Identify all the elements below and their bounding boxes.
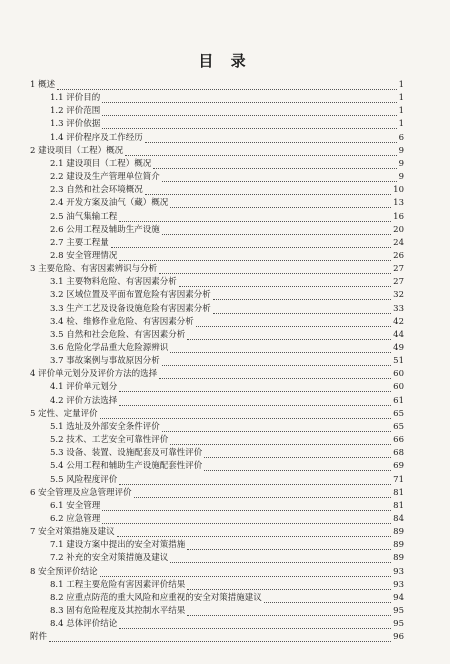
toc-dot-leader (170, 194, 391, 208)
toc-entry-label: 7.1 建设方案中提出的安全对策措施 (50, 540, 186, 551)
toc-entry-label: 5.3 设备、装置、设施配套及可靠性评价 (50, 448, 203, 459)
toc-dot-leader (102, 115, 397, 129)
toc-dot-leader (117, 523, 391, 537)
toc-dot-leader (119, 208, 391, 222)
toc-entry-label: 3.5 自然和社会危险、有害因素分析 (50, 329, 186, 340)
toc-entry-label: 2.4 开发方案及油气（藏）概况 (50, 198, 169, 209)
toc-dot-leader (153, 155, 397, 169)
toc-dot-leader (187, 602, 391, 616)
toc-dot-leader (196, 313, 391, 327)
toc-dot-leader (57, 76, 397, 90)
toc-entry-label: 1.2 评价范围 (50, 106, 101, 117)
toc-entry-page: 1 (398, 106, 404, 117)
toc-entry-page: 24 (393, 237, 404, 248)
toc-dot-leader (49, 628, 391, 642)
toc-entry-label: 8.4 总体评价结论 (50, 619, 118, 630)
toc-entry-page: 69 (393, 461, 404, 472)
toc-dot-leader (125, 142, 397, 156)
toc-entry-page: 49 (393, 343, 404, 353)
toc-dot-leader (187, 326, 391, 340)
toc-entry-label: 附件 (30, 632, 48, 643)
toc-entry-page: 1 (398, 119, 404, 130)
toc-entry-page: 68 (393, 448, 404, 459)
toc-dot-leader (162, 418, 391, 432)
toc-entry-page: 27 (393, 277, 404, 288)
toc-entry-page: 20 (393, 224, 404, 235)
toc-entry-label: 7.2 补充的安全对策措施及建议 (50, 553, 169, 564)
toc-dot-leader (159, 260, 391, 274)
toc-entry-label: 2.5 油气集输工程 (50, 211, 118, 222)
toc-dot-leader (119, 392, 391, 406)
toc-entry-label: 2.3 自然和社会环境概况 (50, 185, 143, 196)
toc-entry-page: 9 (398, 172, 404, 183)
toc-dot-leader (170, 431, 391, 445)
toc-entry-page: 94 (393, 592, 404, 603)
toc-entry-page: 33 (393, 303, 404, 314)
toc-dot-leader (145, 181, 391, 195)
toc-entry-label: 2.1 建设项目（工程）概况 (50, 158, 152, 169)
toc-entry-page: 44 (393, 329, 404, 340)
toc-entry-label: 8.2 应重点防范的重大风险和应重视的安全对策措施建议 (50, 592, 262, 603)
toc-entry-label: 3.7 事故案例与事故原因分析 (50, 356, 160, 367)
toc-entry-label: 4 评价单元划分及评价方法的选择 (30, 369, 158, 380)
toc-dot-leader (213, 300, 391, 314)
toc-entry-label: 5.1 选址及外部安全条件评价 (50, 421, 160, 432)
toc-dot-leader (102, 89, 397, 103)
toc-entry-label: 6 安全管理及应急管理评价 (30, 487, 132, 498)
toc-entry-page: 84 (393, 513, 404, 524)
toc-dot-leader (119, 615, 391, 629)
toc-entry-page: 89 (393, 527, 404, 538)
toc-dot-leader (162, 221, 391, 235)
toc-entry-page: 32 (393, 290, 404, 301)
toc-entry-page: 6 (398, 132, 404, 143)
toc-entry-page: 60 (393, 369, 404, 380)
toc-entry-page: 89 (393, 540, 404, 551)
toc-dot-leader (162, 168, 397, 182)
toc-entry-label: 6.1 安全管理 (50, 500, 101, 511)
toc-entry-label: 5.4 公用工程和辅助生产设施配套性评价 (50, 461, 203, 472)
toc-entry-label: 1.3 评价依据 (50, 119, 101, 130)
toc-entry-page: 13 (393, 198, 404, 209)
toc-entry-page: 10 (393, 185, 404, 196)
toc-dot-leader (119, 471, 391, 485)
toc-entry-page: 9 (398, 158, 404, 169)
toc-entry-label: 1.1 评价目的 (50, 93, 101, 104)
toc-dot-leader (102, 510, 391, 524)
toc-dot-leader (162, 352, 391, 366)
toc-entry-label: 3.1 主要物料危险、有害因素分析 (50, 277, 177, 288)
toc-dot-leader (204, 444, 391, 458)
toc-dot-leader (170, 549, 391, 563)
toc-entry-label: 7 安全对策措施及建议 (30, 527, 115, 538)
toc-entry-page: 42 (393, 316, 404, 327)
toc-entry-page: 65 (393, 408, 404, 419)
toc-entry-label: 1 概述 (30, 80, 56, 90)
toc-entry-label: 8.1 工程主要危险有害因素评价结果 (50, 579, 186, 590)
toc-dot-leader (119, 378, 391, 392)
toc-dot-leader (204, 457, 391, 471)
toc-entry-label: 3 主要危险、有害因素辨识与分析 (30, 264, 158, 275)
toc-entry-page: 27 (393, 264, 404, 275)
toc-dot-leader (100, 563, 391, 577)
toc-entry-page: 61 (393, 395, 404, 406)
toc-entry-label: 5 定性、定量评价 (30, 408, 98, 419)
toc-dot-leader (134, 484, 391, 498)
toc-entry-label: 5.5 风险程度评价 (50, 474, 118, 485)
toc-entry-label: 2.8 安全管理情况 (50, 250, 118, 261)
toc-dot-leader (179, 273, 391, 287)
toc-entry-page: 81 (393, 500, 404, 511)
toc-dot-leader (145, 129, 397, 143)
toc-entry-label: 3.3 生产工艺及设备设施危险有害因素分析 (50, 303, 211, 314)
toc-entry-page: 60 (393, 382, 404, 393)
toc-dot-leader (187, 536, 391, 550)
toc-entry-label: 4.1 评价单元划分 (50, 382, 118, 393)
toc-dot-leader (119, 247, 391, 261)
page-title: 目 录 (198, 52, 252, 70)
toc-entry-page: 93 (393, 566, 404, 577)
toc-entry-page: 95 (393, 619, 404, 630)
toc-entry-page: 51 (393, 356, 404, 367)
toc-entry-page: 96 (393, 632, 404, 643)
toc-dot-leader (187, 576, 391, 590)
toc-entry-label: 5.2 技术、工艺安全可靠性评价 (50, 435, 169, 446)
toc-dot-leader (102, 497, 391, 511)
toc-dot-leader (264, 589, 391, 603)
toc-entry-page: 65 (393, 421, 404, 432)
toc-dot-leader (170, 339, 391, 353)
toc-entry-page: 95 (393, 606, 404, 616)
toc-entry-page: 93 (393, 579, 404, 590)
toc-entry-label: 3.6 危险化学品重大危险源辨识 (50, 343, 169, 353)
toc-entry-label: 2.6 公用工程及辅助生产设施 (50, 224, 160, 235)
toc-entry-label: 4.2 评价方法选择 (50, 395, 118, 406)
toc-entry-page: 26 (393, 250, 404, 261)
toc-entry-page: 16 (393, 211, 404, 222)
toc-dot-leader (159, 365, 391, 379)
toc-entry-page: 1 (398, 80, 404, 90)
toc-dot-leader (102, 102, 397, 116)
toc-entry-label: 8.3 固有危险程度及其控制水平结果 (50, 606, 186, 616)
toc-entry-label: 2.7 主要工程量 (50, 237, 109, 248)
toc-entry-page: 9 (398, 145, 404, 156)
toc-entry-page: 66 (393, 435, 404, 446)
toc-entry-label: 2 建设项目（工程）概况 (30, 145, 124, 156)
toc-dot-leader (111, 234, 391, 248)
toc-entry-label: 8 安全预评价结论 (30, 566, 98, 577)
toc-entry-page: 81 (393, 487, 404, 498)
toc-dot-leader (100, 405, 391, 419)
toc-entry-label: 1.4 评价程序及工作经历 (50, 132, 143, 143)
toc-entry-label: 3.4 检、维修作业危险、有害因素分析 (50, 316, 194, 327)
toc-entry-label: 6.2 应急管理 (50, 513, 101, 524)
toc-dot-leader (213, 286, 391, 300)
toc-entry-page: 1 (398, 93, 404, 104)
toc-entry-label: 2.2 建设及生产管理单位简介 (50, 172, 160, 183)
toc-entry-label: 3.2 区域位置及平面布置危险有害因素分析 (50, 290, 211, 301)
toc-entry-page: 71 (393, 474, 404, 485)
toc-entry[interactable] (0, 631, 450, 644)
toc-entry-page: 89 (393, 553, 404, 564)
